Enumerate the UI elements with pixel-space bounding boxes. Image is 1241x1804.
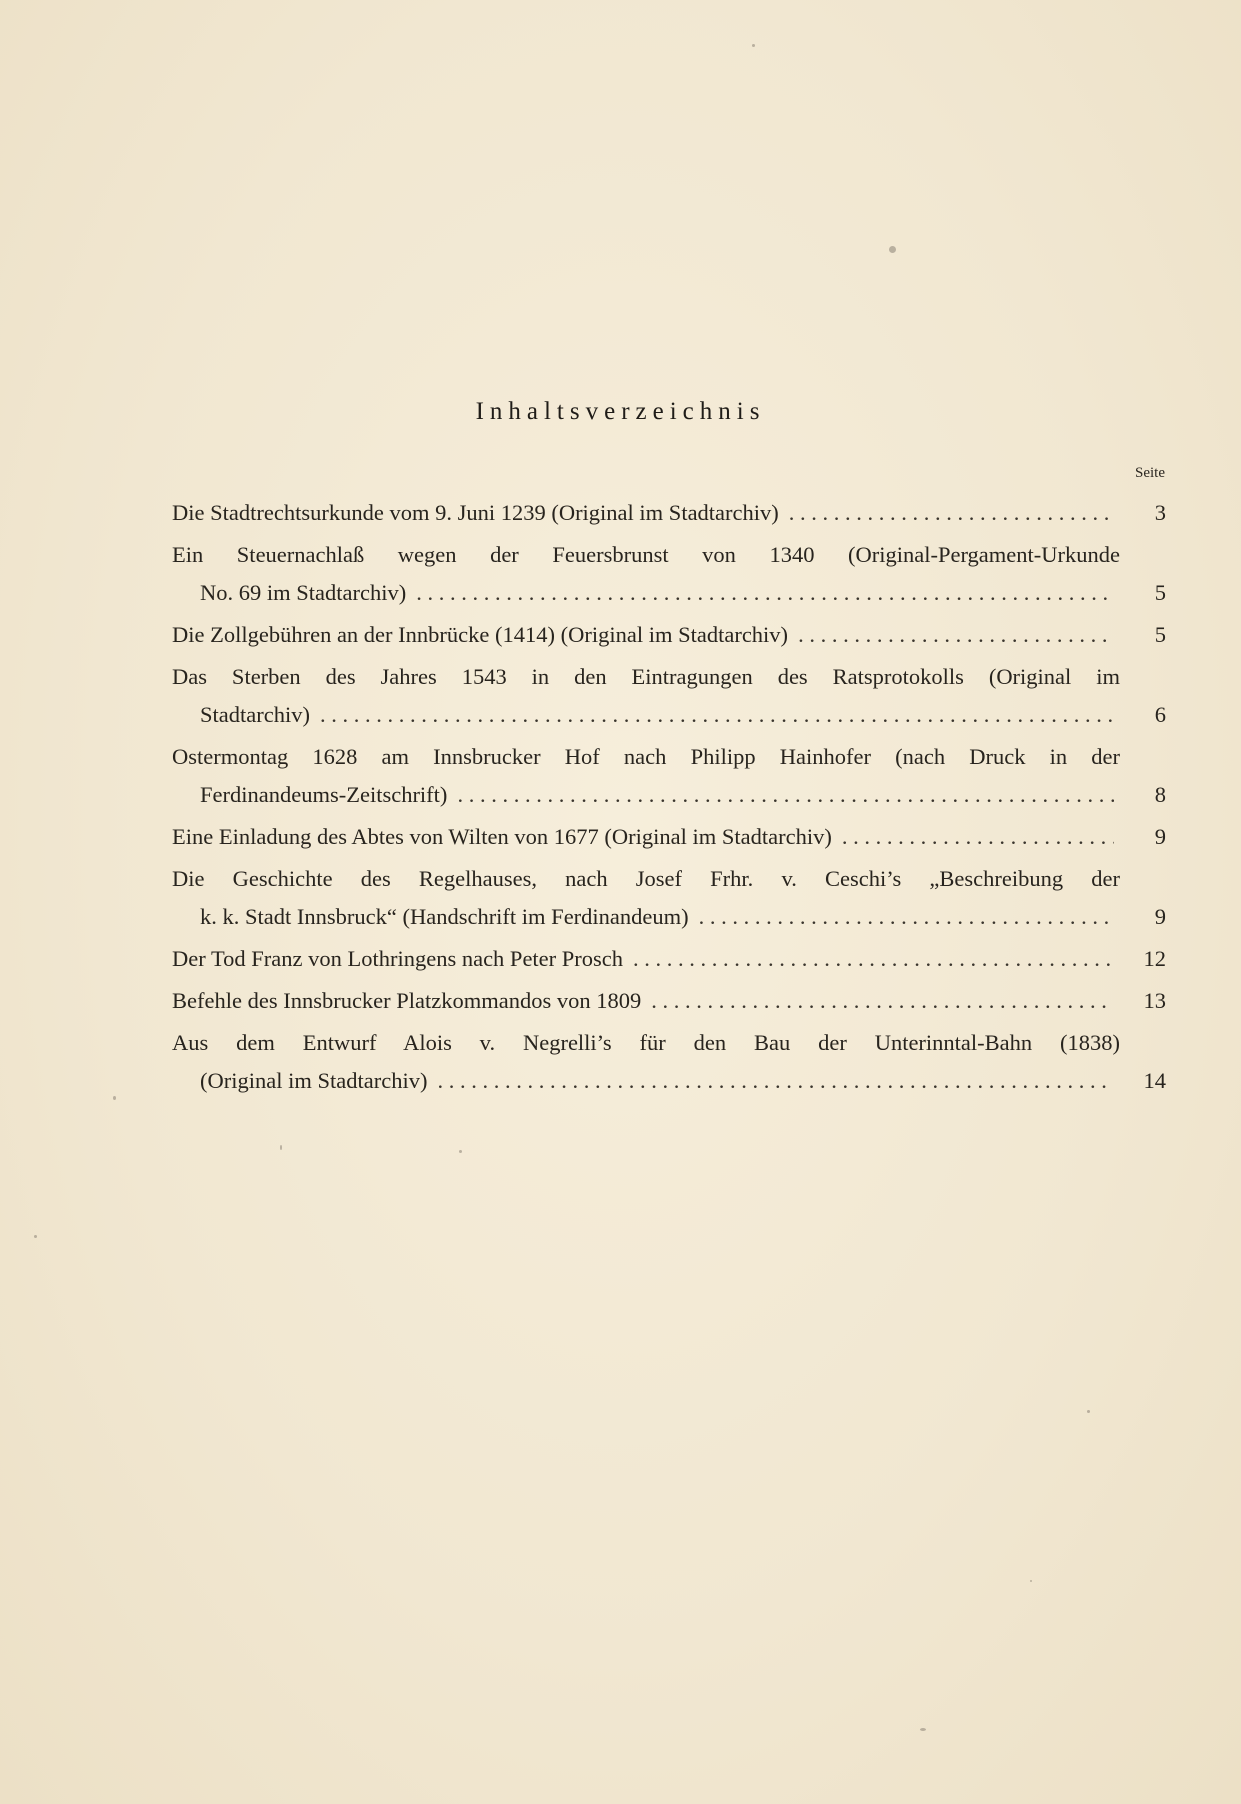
paper-speck	[280, 1145, 282, 1150]
toc-entry	[172, 940, 1166, 978]
toc-entry	[172, 818, 1166, 856]
toc-entry-title-line: Ostermontag 1628 am Innsbrucker Hof nach Philipp Hainhofer (nach Druck in der	[172, 744, 1120, 769]
paper-speck	[752, 44, 755, 47]
toc-entry-page-number: 3	[1154, 500, 1166, 525]
toc-entry-page-number: 14	[1143, 1068, 1166, 1093]
toc-entry-last-line	[172, 574, 1120, 612]
toc-entry-page-number: 5	[1154, 622, 1166, 647]
toc-entry-page-number: 12	[1143, 946, 1166, 971]
toc-entry-last-line	[172, 1062, 1120, 1100]
toc-entry-title: Eine Einladung des Abtes von Wilten von 1677 (Original im Stadtarchiv)	[172, 824, 832, 849]
toc-entry-last-line	[172, 982, 1120, 1020]
dot-leader	[320, 696, 1114, 734]
toc-entry-page-number: 9	[1154, 904, 1166, 929]
toc-entry-title: Die Zollgebühren an der Innbrücke (1414) (Original im Stadtarchiv)	[172, 622, 789, 647]
paper-speck	[1087, 1410, 1090, 1413]
toc-entry-title: Der Tod Franz von Lothringens nach Peter Prosch	[172, 946, 624, 971]
dot-leader	[416, 574, 1114, 612]
toc-entry	[172, 494, 1166, 532]
toc-entry	[172, 658, 1166, 734]
toc-entry-page-number: 6	[1154, 702, 1166, 727]
toc-entry-title: Die Stadtrechtsurkunde vom 9. Juni 1239 (Original im Stadtarchiv)	[172, 500, 779, 525]
toc-entry	[172, 1024, 1166, 1100]
toc-entry-page-number: 9	[1154, 824, 1166, 849]
dot-leader	[842, 818, 1114, 856]
toc-entry	[172, 860, 1166, 936]
toc-entry-last-line	[172, 818, 1120, 856]
toc-entry-title: (Original im Stadtarchiv)	[200, 1068, 428, 1093]
paper-speck	[113, 1096, 116, 1100]
toc-entry-last-line	[172, 940, 1120, 978]
toc-entry-title: Stadtarchiv)	[200, 702, 310, 727]
toc-entry-title: Befehle des Innsbrucker Platzkommandos von 1809	[172, 988, 642, 1013]
toc-entry-page-number: 5	[1154, 580, 1166, 605]
toc-entry	[172, 536, 1166, 612]
dot-leader	[789, 494, 1114, 532]
paper-speck	[920, 1728, 926, 1731]
dot-leader	[699, 898, 1114, 936]
toc-entry-title: No. 69 im Stadtarchiv)	[200, 580, 407, 605]
toc-entry-last-line	[172, 616, 1120, 654]
toc-entry-title-line: Aus dem Entwurf Alois v. Negrelli’s für den Bau der Unterinntal-Bahn (1838)	[172, 1030, 1120, 1055]
page-column-header: Seite	[1135, 465, 1165, 481]
paper-speck	[889, 246, 896, 253]
table-of-contents	[172, 494, 1166, 1104]
toc-entry-last-line	[172, 696, 1120, 734]
paper-speck	[34, 1235, 37, 1238]
dot-leader	[798, 616, 1114, 654]
dot-leader	[437, 1062, 1114, 1100]
dot-leader	[633, 940, 1114, 978]
toc-entry	[172, 982, 1166, 1020]
toc-entry	[172, 738, 1166, 814]
toc-entry-title-line: Ein Steuernachlaß wegen der Feuersbrunst von 1340 (Original-Pergament-Urkunde	[172, 542, 1120, 567]
toc-entry-last-line	[172, 776, 1120, 814]
toc-entry-page-number: 8	[1154, 782, 1166, 807]
toc-entry-last-line	[172, 494, 1120, 532]
paper-speck	[1030, 1580, 1032, 1582]
toc-entry-page-number: 13	[1143, 988, 1166, 1013]
page-title: Inhaltsverzeichnis	[475, 398, 766, 425]
toc-entry-last-line	[172, 898, 1120, 936]
dot-leader	[457, 776, 1114, 814]
toc-entry	[172, 616, 1166, 654]
toc-entry-title-line: Die Geschichte des Regelhauses, nach Josef Frhr. v. Ceschi’s „Beschreibung der	[172, 866, 1120, 891]
paper-speck	[459, 1150, 462, 1153]
toc-entry-title-line: Das Sterben des Jahres 1543 in den Eintragungen des Ratsprotokolls (Original im	[172, 664, 1120, 689]
toc-entry-title: k. k. Stadt Innsbruck“ (Handschrift im Ferdinandeum)	[200, 904, 689, 929]
toc-entry-title: Ferdinandeums-Zeitschrift)	[200, 782, 448, 807]
dot-leader	[651, 982, 1114, 1020]
